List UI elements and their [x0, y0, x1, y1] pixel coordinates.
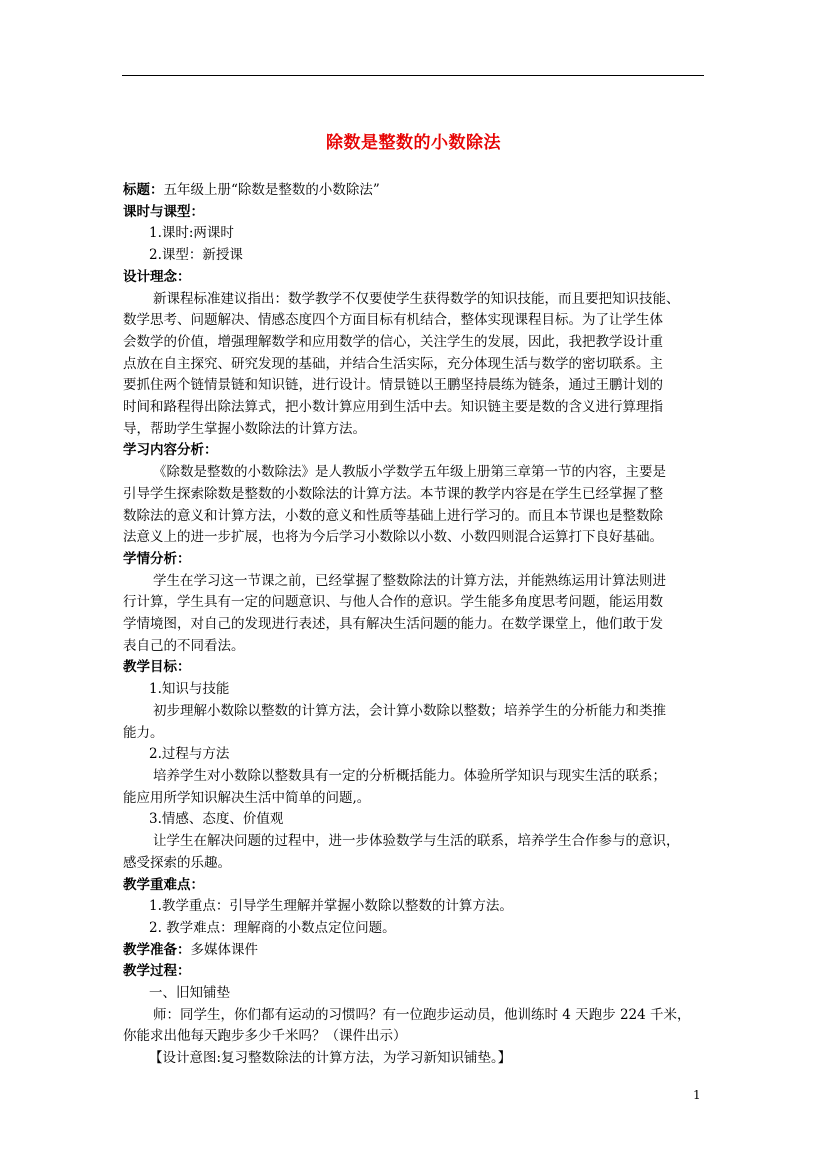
list-item: 3.情感、态度、价值观 [149, 811, 284, 828]
paragraph-line: 感受探索的乐趣。 [123, 854, 231, 871]
section-heading: 设计理念： [123, 268, 191, 285]
section-heading: 教学重难点： [123, 876, 204, 893]
paragraph-line: 会数学的价值，增强理解数学和应用数学的信心，关注学生的发展，因此，我把教学设计重 [123, 333, 663, 350]
paragraph-line: 点放在自主探究、研究发现的基础，并结合生活实际，充分体现生活与数学的密切联系。主 [123, 355, 663, 372]
document-body [123, 180, 723, 1070]
page-number: 1 [693, 1088, 701, 1102]
list-item: 一、旧知铺垫 [149, 985, 230, 1002]
list-item: 1.知识与技能 [149, 681, 230, 698]
paragraph-line: 导，帮助学生掌握小数除法的计算方法。 [123, 420, 366, 437]
list-item: 2.课型：新授课 [149, 247, 243, 264]
paragraph-line: 法意义上的进一步扩展，也将为今后学习小数除以小数、小数四则混合运算打下良好基础。 [123, 529, 663, 546]
paragraph-line: 能应用所学知识解决生活中简单的问题,。 [123, 789, 371, 806]
list-item: 1.课时:两课时 [149, 225, 234, 242]
line-text: 多媒体课件 [190, 941, 258, 958]
paragraph-line: 数除法的意义和计算方法，小数的意义和性质等基础上进行学习的。而且本节课也是整数除 [123, 507, 663, 524]
paragraph-line: 能力。 [123, 724, 164, 741]
section-heading: 教学目标： [123, 659, 191, 676]
paragraph-line: 表自己的不同看法。 [123, 637, 245, 654]
section-heading: 学习内容分析： [123, 442, 218, 459]
line-text: 五年级上册“除数是整数的小数除法” [163, 182, 380, 198]
document-title: 除数是整数的小数除法 [326, 133, 501, 153]
section-heading: 课时与课型： [123, 203, 204, 220]
paragraph-line: 引导学生探索除数是整数的小数除法的计算方法。本节课的教学内容是在学生已经掌握了整 [123, 485, 663, 502]
paragraph-line: 师：同学生，你们都有运动的习惯吗？有一位跑步运动员，他训练时 4 天跑步 224 千米， [153, 1006, 691, 1023]
paragraph-line: 时间和路程得出除法算式，把小数计算应用到生活中去。知识链主要是数的含义进行算理指 [123, 399, 663, 416]
paragraph-line: 要抓住两个链情景链和知识链，进行设计。情景链以王鹏坚持晨练为链条，通过王鹏计划的 [123, 377, 663, 394]
header-rule [122, 75, 704, 76]
labeled-line [123, 940, 723, 962]
paragraph-line: 初步理解小数除以整数的计算方法，会计算小数除以整数；培养学生的分析能力和类推 [153, 702, 666, 719]
paragraph-line: 让学生在解决问题的过程中，进一步体验数学与生活的联系，培养学生合作参与的意识， [153, 833, 680, 850]
paragraph-line: 培养学生对小数除以整数具有一定的分析概括能力。体验所学知识与现实生活的联系； [153, 767, 666, 784]
section-heading: 教学过程： [123, 963, 191, 980]
labeled-line [123, 180, 723, 202]
paragraph-line: 新课程标准建议指出：数学教学不仅要使学生获得数学的知识技能，而且要把知识技能、 [153, 290, 680, 307]
line-label: 教学准备： [123, 941, 191, 958]
list-item: 【设计意图:复习整数除法的计算方法，为学习新知识铺垫。】 [149, 1050, 512, 1067]
list-item: 2. 教学难点：理解商的小数点定位问题。 [149, 919, 396, 936]
paragraph-line: 学生在学习这一节课之前，已经掌握了整数除法的计算方法，并能熟练运用计算法则进 [153, 572, 666, 589]
paragraph-line: 数学思考、问题解决、情感态度四个方面目标有机结合，整体实现课程目标。为了让学生体 [123, 312, 663, 329]
paragraph-line: 你能求出他每天跑步多少千米吗？（课件出示） [123, 1028, 407, 1045]
list-item: 1.教学重点：引导学生理解并掌握小数除以整数的计算方法。 [149, 898, 513, 915]
section-heading: 学情分析： [123, 550, 191, 567]
line-label: 标题： [123, 182, 164, 198]
paragraph-line: 《除数是整数的小数除法》是人教版小学数学五年级上册第三章第一节的内容，主要是 [153, 464, 666, 481]
paragraph-line: 行计算，学生具有一定的问题意识、与他人合作的意识。学生能多角度思考问题，能运用数 [123, 594, 663, 611]
paragraph-line: 学情境图，对自己的发现进行表述，具有解决生活问题的能力。在数学课堂上，他们敢于发 [123, 616, 663, 633]
list-item: 2.过程与方法 [149, 746, 230, 763]
